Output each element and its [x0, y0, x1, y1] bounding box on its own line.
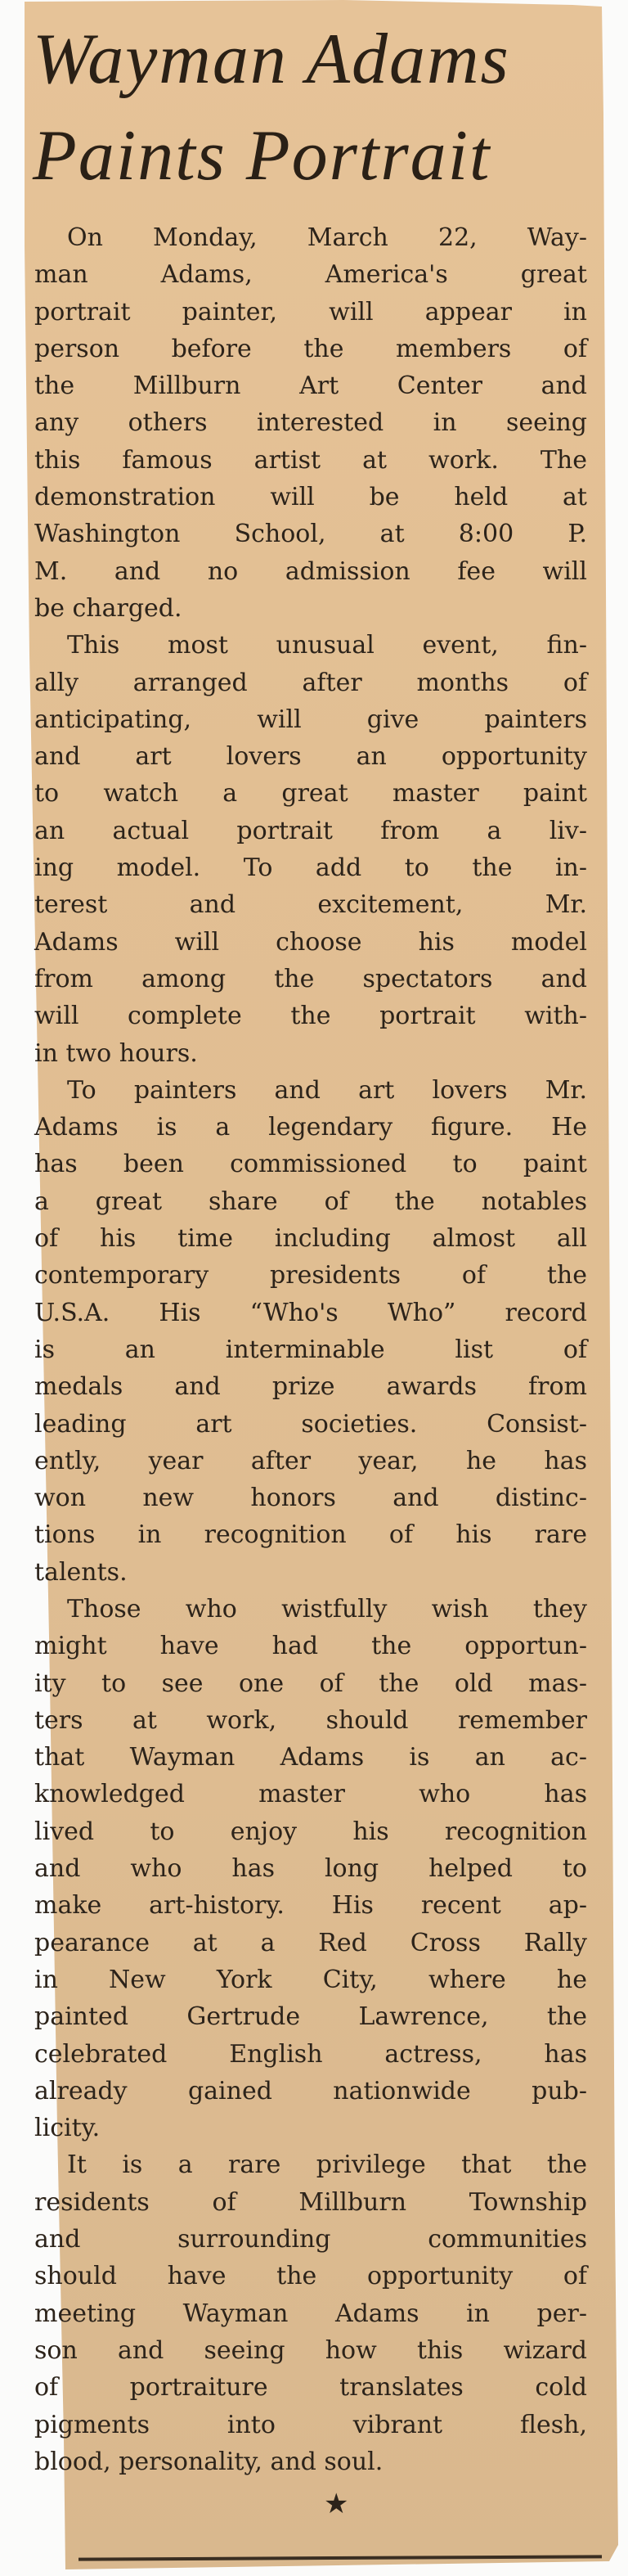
paragraph-5-line: should have the opportunity of: [34, 2262, 587, 2291]
paragraph-3-line: of his time including almost all: [34, 1224, 587, 1254]
paragraph-5-line: pigments into vibrant flesh,: [34, 2410, 587, 2439]
paragraph-2-line: an actual portrait from a liv-: [34, 816, 587, 845]
paragraph-3-line: is an interminable list of: [34, 1335, 587, 1364]
paragraph-2-line: terest and excitement, Mr.: [34, 890, 587, 920]
paragraph-3-line: leading art societies. Consist-: [34, 1409, 587, 1439]
paragraph-2-line: from among the spectators and: [34, 964, 587, 993]
headline-line-1: Wayman Adams: [33, 20, 510, 99]
paragraph-1-line: On Monday, March 22, Way-: [67, 223, 587, 252]
paragraph-2-line: and art lovers an opportunity: [34, 742, 587, 772]
paragraph-4-line: knowledged master who has: [34, 1780, 587, 1809]
paragraph-3-line: has been commissioned to paint: [34, 1150, 587, 1179]
paragraph-4-line: painted Gertrude Lawrence, the: [34, 2002, 587, 2032]
paragraph-4-line: in New York City, where he: [34, 1965, 587, 1994]
paragraph-2-line: Adams will choose his model: [34, 927, 587, 957]
paragraph-3-line: a great share of the notables: [34, 1187, 587, 1216]
paragraph-2-line: will complete the portrait with-: [34, 1002, 587, 1031]
paragraph-2-line: ally arranged after months of: [34, 668, 587, 697]
paragraph-3-line: tions in recognition of his rare: [34, 1520, 587, 1550]
end-star-icon: ★: [324, 2488, 349, 2520]
paragraph-3-line: ently, year after year, he has: [34, 1446, 587, 1475]
paragraph-4-line: make art-history. His recent ap-: [34, 1891, 587, 1921]
paragraph-3-line: Adams is a legendary figure. He: [34, 1113, 587, 1142]
paragraph-5-line: meeting Wayman Adams in per-: [34, 2299, 587, 2328]
paragraph-1-line: M. and no admission fee will: [34, 556, 587, 586]
paragraph-4-line: already gained nationwide pub-: [34, 2076, 587, 2105]
paragraph-1-line: this famous artist at work. The: [34, 445, 587, 475]
paragraph-5-line: blood, personality, and soul.: [34, 2447, 384, 2476]
paragraph-5-line: and surrounding communities: [34, 2225, 587, 2254]
paragraph-3-line: U.S.A. His “Who's Who” record: [34, 1298, 587, 1327]
paragraph-3-line: won new honors and distinc-: [34, 1484, 587, 1513]
headline-line-2: Paints Portrait: [33, 116, 491, 196]
paragraph-2-line: in two hours.: [34, 1038, 198, 1068]
paragraph-4-line: ity to see one of the old mas-: [34, 1669, 587, 1698]
paragraph-1-line: demonstration will be held at: [34, 483, 587, 512]
paragraph-3-line: medals and prize awards from: [34, 1372, 587, 1402]
paragraph-4-line: ters at work, should remember: [34, 1705, 587, 1735]
paragraph-1-line: the Millburn Art Center and: [34, 372, 587, 401]
paragraph-3-line: contemporary presidents of the: [34, 1261, 587, 1290]
paragraph-2-line: to watch a great master paint: [34, 779, 587, 808]
paragraph-1-line: Washington School, at 8:00 P.: [34, 520, 587, 549]
paragraph-1-line: person before the members of: [34, 334, 587, 363]
paragraph-4-line: and who has long helped to: [34, 1854, 587, 1884]
paragraph-3-line: To painters and art lovers Mr.: [67, 1075, 587, 1105]
paragraph-4-line: Those who wistfully wish they: [67, 1594, 587, 1624]
paragraph-5-line: It is a rare privilege that the: [67, 2150, 587, 2180]
paragraph-3-line: talents.: [34, 1557, 128, 1587]
article-body: [34, 219, 587, 2480]
paragraph-4-line: lived to enjoy his recognition: [34, 1817, 587, 1846]
paragraph-2-line: This most unusual event, fin-: [67, 631, 587, 660]
paragraph-4-line: that Wayman Adams is an ac-: [34, 1743, 587, 1772]
paragraph-5-line: residents of Millburn Township: [34, 2187, 587, 2217]
paragraph-4-line: might have had the opportun-: [34, 1632, 587, 1661]
paragraph-4-line: licity.: [34, 2114, 101, 2143]
paragraph-1-line: portrait painter, will appear in: [34, 297, 587, 327]
paragraph-4-line: pearance at a Red Cross Rally: [34, 1928, 587, 1957]
paragraph-2-line: ing model. To add to the in-: [34, 853, 587, 883]
paragraph-1-line: man Adams, America's great: [34, 260, 587, 290]
paragraph-4-line: celebrated English actress, has: [34, 2039, 587, 2069]
paragraph-5-line: of portraiture translates cold: [34, 2373, 587, 2403]
paragraph-1-line: be charged.: [34, 593, 182, 623]
paragraph-5-line: son and seeing how this wizard: [34, 2335, 587, 2365]
paragraph-2-line: anticipating, will give painters: [34, 705, 587, 734]
paragraph-1-line: any others interested in seeing: [34, 408, 587, 438]
